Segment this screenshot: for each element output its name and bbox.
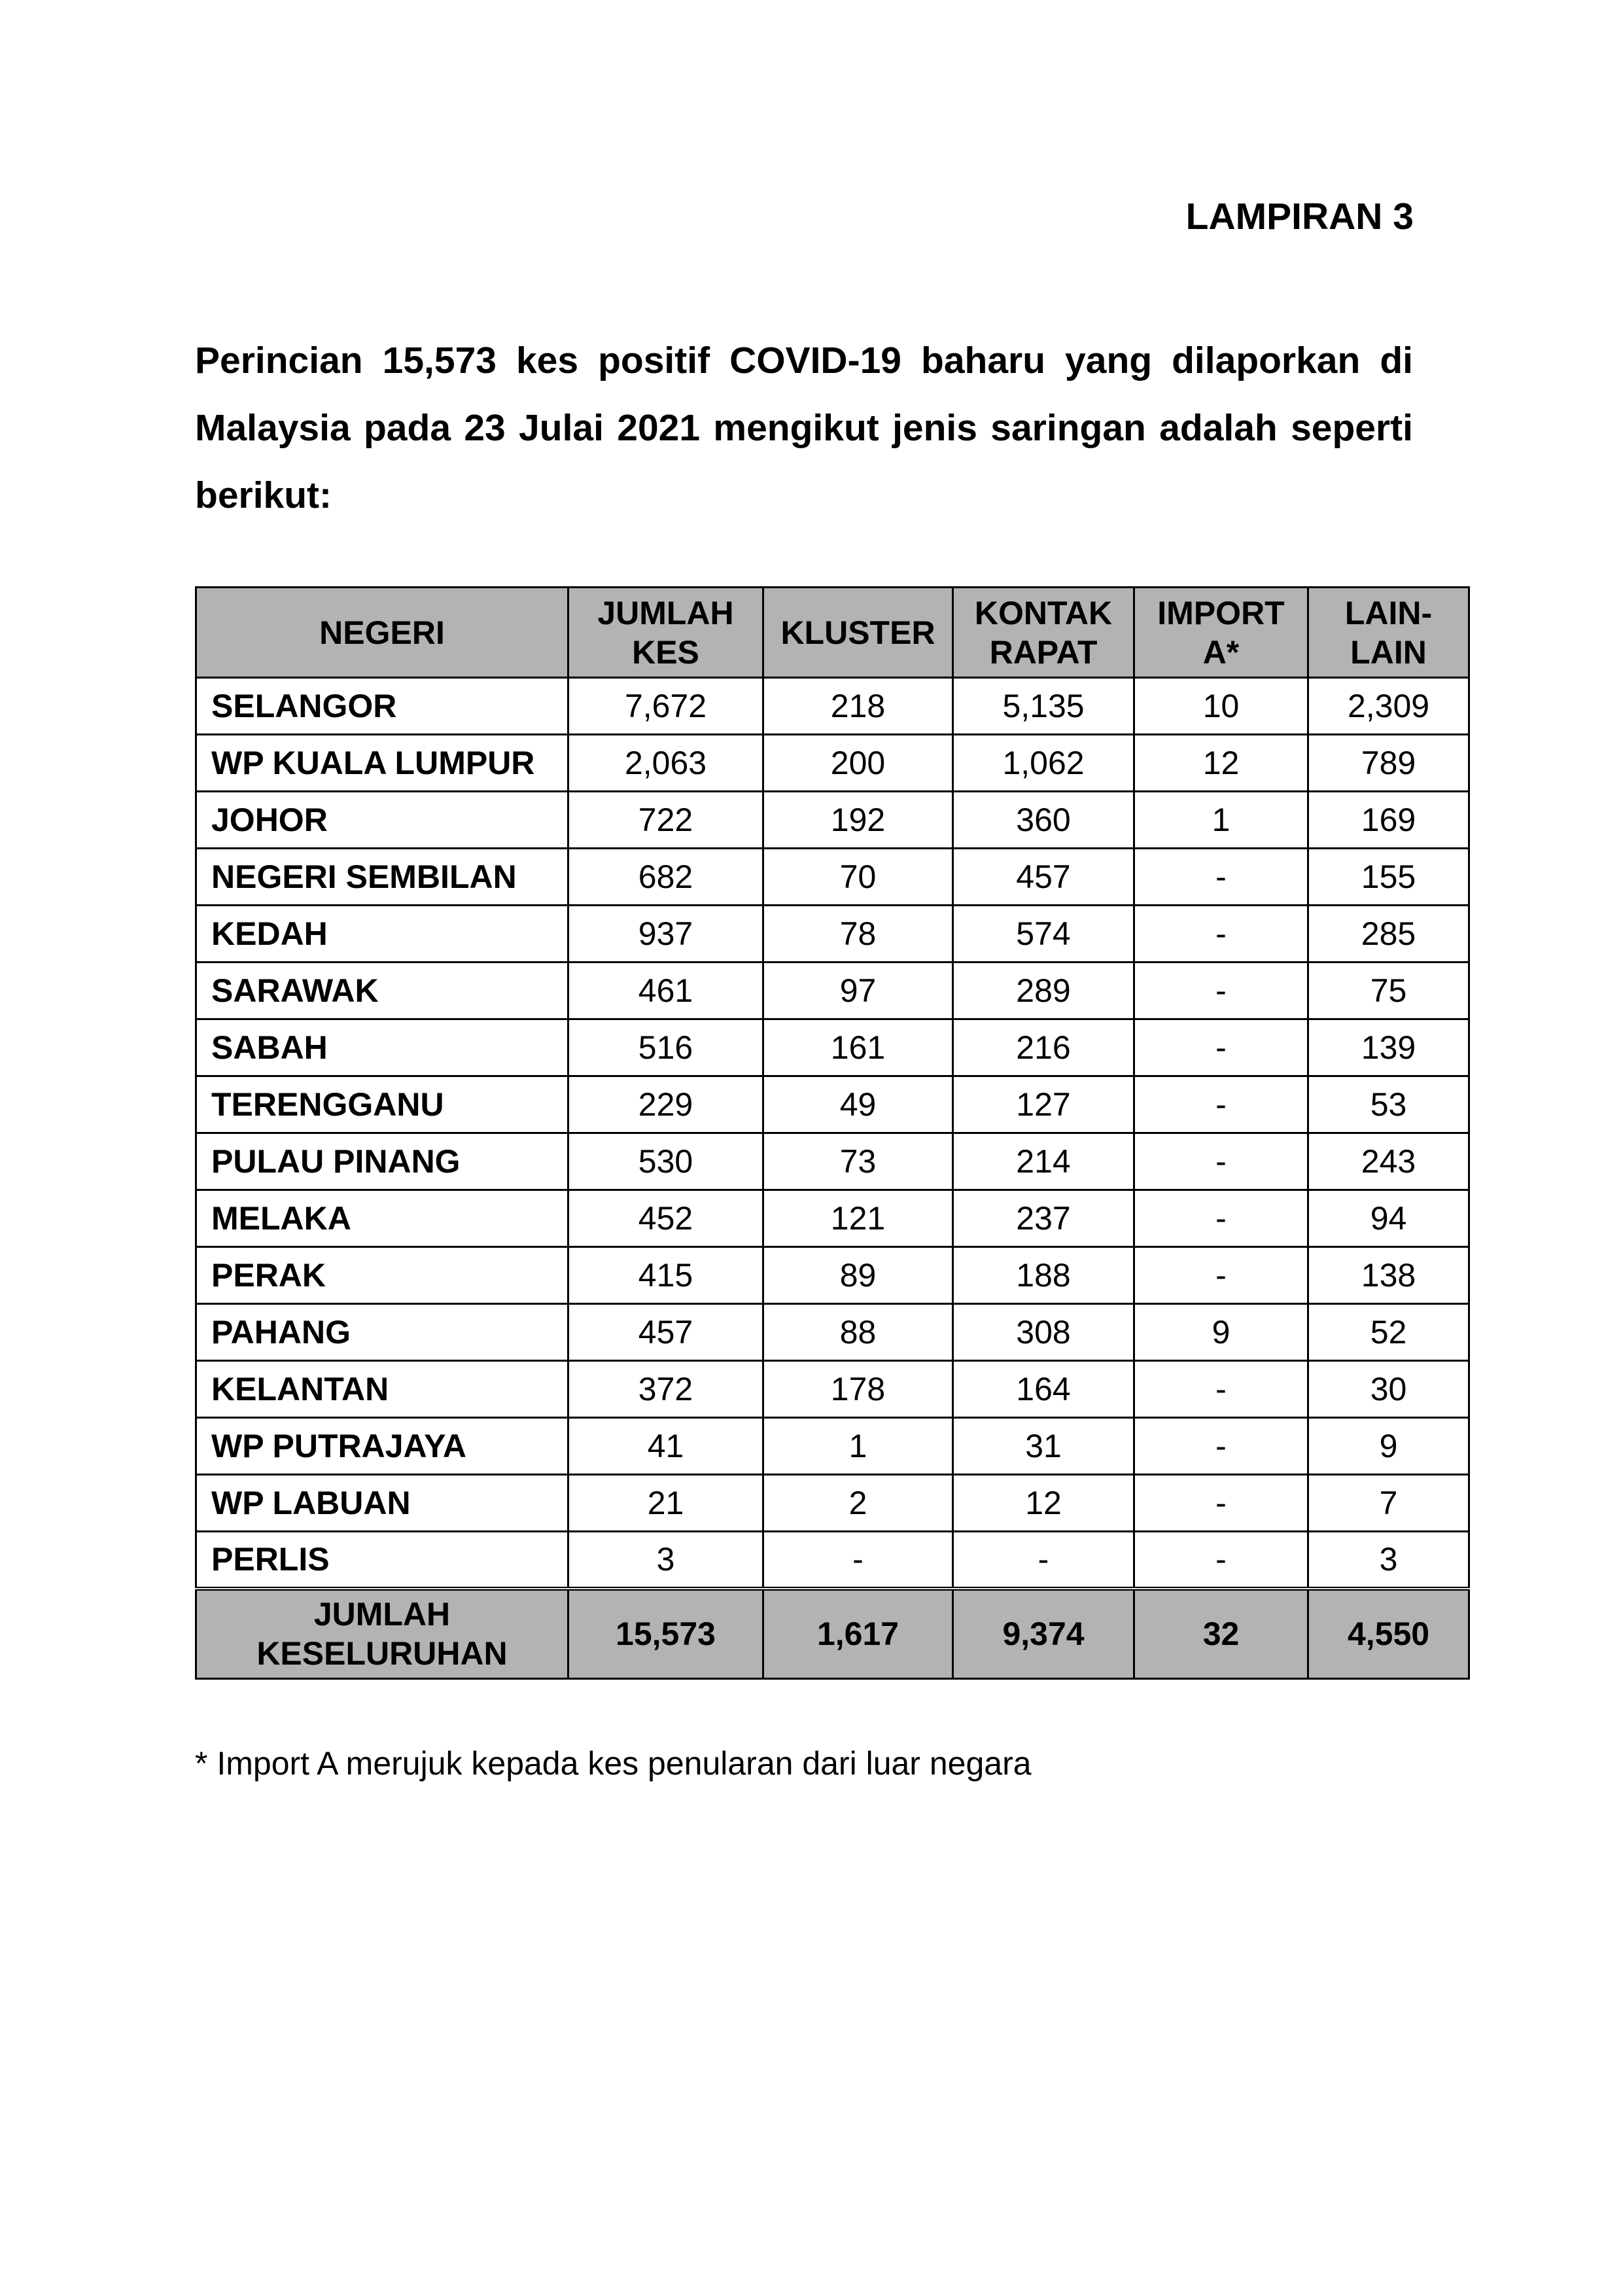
- lain-lain-cell: 30: [1308, 1361, 1469, 1418]
- kontak-rapat-cell: 12: [953, 1475, 1134, 1532]
- kontak-rapat-cell: 5,135: [953, 678, 1134, 735]
- jumlah-kes-cell: 461: [568, 963, 763, 1019]
- lain-lain-cell: 285: [1308, 906, 1469, 963]
- lain-lain-cell: 169: [1308, 792, 1469, 849]
- kontak-rapat-cell: 308: [953, 1304, 1134, 1361]
- total-import-a: 32: [1134, 1589, 1308, 1679]
- jumlah-kes-cell: 682: [568, 849, 763, 906]
- state-cell: WP KUALA LUMPUR: [196, 735, 568, 792]
- kontak-rapat-cell: 360: [953, 792, 1134, 849]
- table-row: [196, 735, 1469, 792]
- jumlah-kes-cell: 530: [568, 1133, 763, 1190]
- import-a-cell: 9: [1134, 1304, 1308, 1361]
- lain-lain-cell: 2,309: [1308, 678, 1469, 735]
- import-a-cell: 1: [1134, 792, 1308, 849]
- table-row: [196, 1361, 1469, 1418]
- kluster-cell: 88: [763, 1304, 953, 1361]
- kontak-rapat-cell: 216: [953, 1019, 1134, 1076]
- kontak-rapat-cell: 457: [953, 849, 1134, 906]
- header-lain-lain: LAIN-LAIN: [1308, 588, 1469, 678]
- header-kontak-rapat: KONTAK RAPAT: [953, 588, 1134, 678]
- kluster-cell: 49: [763, 1076, 953, 1133]
- state-cell: TERENGGANU: [196, 1076, 568, 1133]
- table-row: [196, 678, 1469, 735]
- kluster-cell: 161: [763, 1019, 953, 1076]
- state-cell: MELAKA: [196, 1190, 568, 1247]
- jumlah-kes-cell: 415: [568, 1247, 763, 1304]
- lain-lain-cell: 138: [1308, 1247, 1469, 1304]
- import-a-cell: 10: [1134, 678, 1308, 735]
- state-cell: WP LABUAN: [196, 1475, 568, 1532]
- jumlah-kes-cell: 452: [568, 1190, 763, 1247]
- kluster-cell: 78: [763, 906, 953, 963]
- state-cell: KELANTAN: [196, 1361, 568, 1418]
- table-row: [196, 1133, 1469, 1190]
- table-row: [196, 1076, 1469, 1133]
- kontak-rapat-cell: 214: [953, 1133, 1134, 1190]
- jumlah-kes-cell: 722: [568, 792, 763, 849]
- kontak-rapat-cell: 289: [953, 963, 1134, 1019]
- table-row: [196, 1304, 1469, 1361]
- annex-label: LAMPIRAN 3: [1185, 196, 1414, 238]
- header-jumlah-kes: JUMLAH KES: [568, 588, 763, 678]
- header-import-a: IMPORT A*: [1134, 588, 1308, 678]
- kluster-cell: 2: [763, 1475, 953, 1532]
- lain-lain-cell: 52: [1308, 1304, 1469, 1361]
- state-cell: KEDAH: [196, 906, 568, 963]
- intro-paragraph: Perincian 15,573 kes positif COVID-19 baharu yang dilaporkan di Malaysia pada 23 Julai 2021 mengikut jenis saringan adalah seperti berikut:: [195, 340, 1413, 516]
- import-a-cell: -: [1134, 1190, 1308, 1247]
- lain-lain-cell: 7: [1308, 1475, 1469, 1532]
- table-row: [196, 963, 1469, 1019]
- kontak-rapat-cell: 188: [953, 1247, 1134, 1304]
- lain-lain-cell: 53: [1308, 1076, 1469, 1133]
- jumlah-kes-cell: 21: [568, 1475, 763, 1532]
- kluster-cell: 178: [763, 1361, 953, 1418]
- import-a-cell: -: [1134, 1076, 1308, 1133]
- lain-lain-cell: 139: [1308, 1019, 1469, 1076]
- table-row: [196, 1418, 1469, 1475]
- kluster-cell: 1: [763, 1418, 953, 1475]
- total-label: JUMLAH KESELURUHAN: [196, 1589, 568, 1679]
- footnote: * Import A merujuk kepada kes penularan dari luar negara: [195, 1745, 1032, 1782]
- total-kluster: 1,617: [763, 1589, 953, 1679]
- table-row: [196, 1475, 1469, 1532]
- kluster-cell: 192: [763, 792, 953, 849]
- jumlah-kes-cell: 3: [568, 1532, 763, 1589]
- state-cell: SARAWAK: [196, 963, 568, 1019]
- import-a-cell: -: [1134, 1418, 1308, 1475]
- state-cell: PERLIS: [196, 1532, 568, 1589]
- state-cell: PERAK: [196, 1247, 568, 1304]
- jumlah-kes-cell: 7,672: [568, 678, 763, 735]
- import-a-cell: -: [1134, 1019, 1308, 1076]
- kluster-cell: 89: [763, 1247, 953, 1304]
- kontak-rapat-cell: 164: [953, 1361, 1134, 1418]
- jumlah-kes-cell: 457: [568, 1304, 763, 1361]
- jumlah-kes-cell: 229: [568, 1076, 763, 1133]
- import-a-cell: -: [1134, 906, 1308, 963]
- total-row: [196, 1589, 1469, 1679]
- jumlah-kes-cell: 2,063: [568, 735, 763, 792]
- kluster-cell: 218: [763, 678, 953, 735]
- total-lain-lain: 4,550: [1308, 1589, 1469, 1679]
- lain-lain-cell: 75: [1308, 963, 1469, 1019]
- kluster-cell: 200: [763, 735, 953, 792]
- jumlah-kes-cell: 516: [568, 1019, 763, 1076]
- import-a-cell: -: [1134, 1532, 1308, 1589]
- jumlah-kes-cell: 41: [568, 1418, 763, 1475]
- total-kontak-rapat: 9,374: [953, 1589, 1134, 1679]
- table-row: [196, 1247, 1469, 1304]
- table-row: [196, 792, 1469, 849]
- header-negeri: NEGERI: [196, 588, 568, 678]
- kluster-cell: 97: [763, 963, 953, 1019]
- table-row: [196, 906, 1469, 963]
- lain-lain-cell: 155: [1308, 849, 1469, 906]
- import-a-cell: -: [1134, 1475, 1308, 1532]
- cases-by-state-table: [195, 586, 1470, 1680]
- table-row: [196, 849, 1469, 906]
- import-a-cell: 12: [1134, 735, 1308, 792]
- state-cell: NEGERI SEMBILAN: [196, 849, 568, 906]
- table-row: [196, 1190, 1469, 1247]
- lain-lain-cell: 243: [1308, 1133, 1469, 1190]
- lain-lain-cell: 789: [1308, 735, 1469, 792]
- table-row: [196, 1532, 1469, 1589]
- kluster-cell: 73: [763, 1133, 953, 1190]
- total-jumlah-kes: 15,573: [568, 1589, 763, 1679]
- state-cell: PAHANG: [196, 1304, 568, 1361]
- state-cell: SABAH: [196, 1019, 568, 1076]
- jumlah-kes-cell: 937: [568, 906, 763, 963]
- jumlah-kes-cell: 372: [568, 1361, 763, 1418]
- kontak-rapat-cell: 1,062: [953, 735, 1134, 792]
- import-a-cell: -: [1134, 1247, 1308, 1304]
- kontak-rapat-cell: 31: [953, 1418, 1134, 1475]
- table-row: [196, 1019, 1469, 1076]
- table-body: [196, 678, 1469, 1589]
- kluster-cell: -: [763, 1532, 953, 1589]
- state-cell: SELANGOR: [196, 678, 568, 735]
- kontak-rapat-cell: 574: [953, 906, 1134, 963]
- kluster-cell: 121: [763, 1190, 953, 1247]
- state-cell: WP PUTRAJAYA: [196, 1418, 568, 1475]
- lain-lain-cell: 9: [1308, 1418, 1469, 1475]
- state-cell: PULAU PINANG: [196, 1133, 568, 1190]
- import-a-cell: -: [1134, 1361, 1308, 1418]
- table-header-row: [196, 588, 1469, 678]
- import-a-cell: -: [1134, 1133, 1308, 1190]
- lain-lain-cell: 3: [1308, 1532, 1469, 1589]
- kluster-cell: 70: [763, 849, 953, 906]
- import-a-cell: -: [1134, 963, 1308, 1019]
- kontak-rapat-cell: 127: [953, 1076, 1134, 1133]
- kontak-rapat-cell: -: [953, 1532, 1134, 1589]
- lain-lain-cell: 94: [1308, 1190, 1469, 1247]
- kontak-rapat-cell: 237: [953, 1190, 1134, 1247]
- import-a-cell: -: [1134, 849, 1308, 906]
- header-kluster: KLUSTER: [763, 588, 953, 678]
- state-cell: JOHOR: [196, 792, 568, 849]
